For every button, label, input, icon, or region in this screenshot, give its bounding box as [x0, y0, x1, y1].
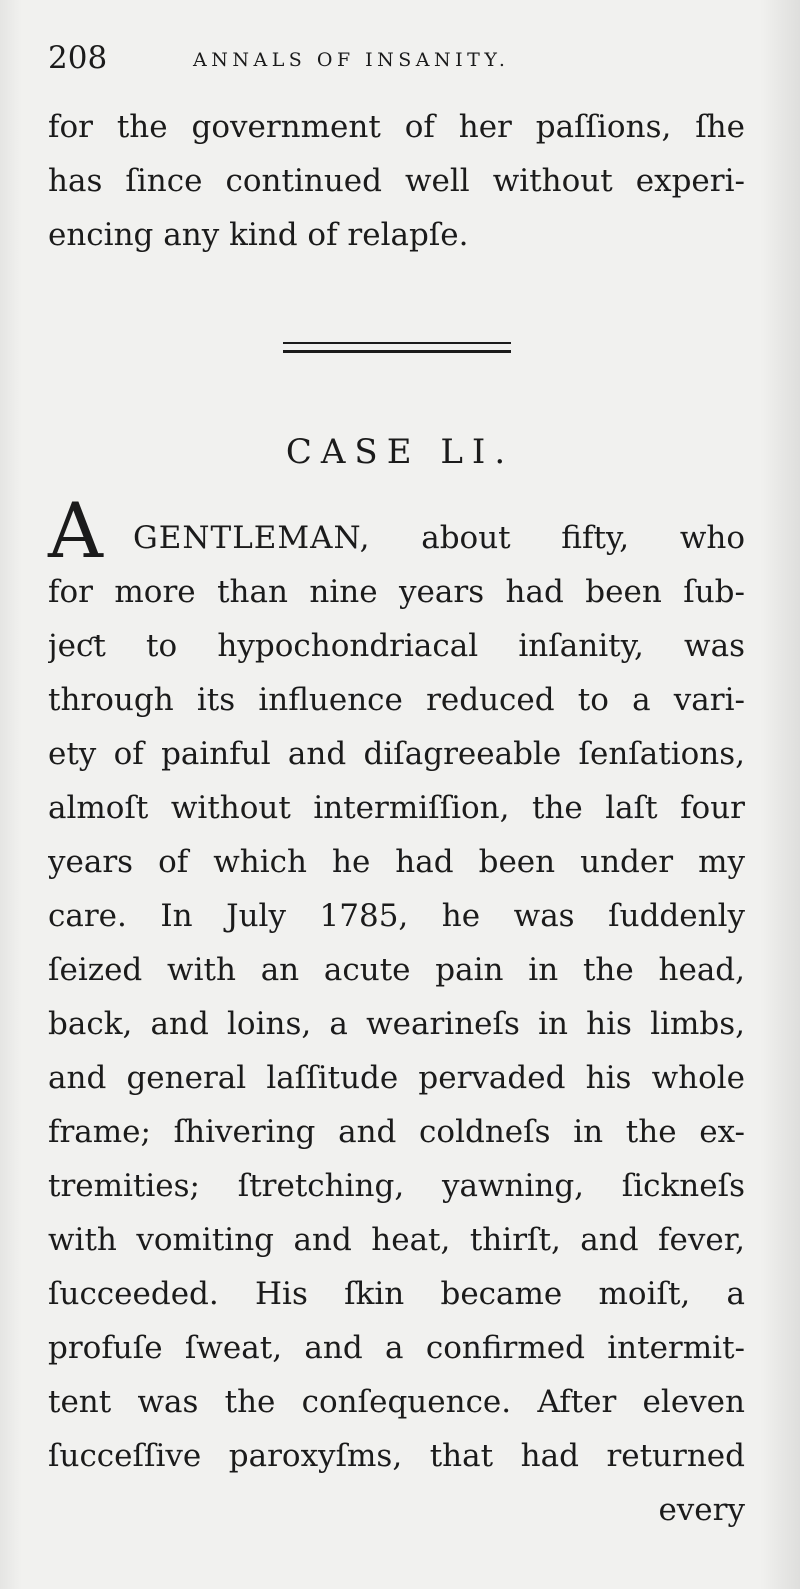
- running-title: ANNALS OF INSANITY.: [193, 49, 510, 71]
- text-line: ſeized with an acute pain in the head,: [48, 952, 745, 988]
- case-heading: CASE LI.: [285, 432, 515, 472]
- text-line: ſucceſſive paroxyſms, that had returned: [48, 1438, 745, 1474]
- previous-case-ending: [48, 100, 745, 262]
- text-line: for more than nine years had been ſub-: [48, 574, 745, 610]
- first-line-rest: about fifty, who: [421, 520, 745, 556]
- text-line: jeƈt to hypochondriacal inſanity, was: [48, 628, 745, 664]
- text-line: tent was the conſequence. After eleven: [48, 1384, 745, 1420]
- catchword: every: [658, 1492, 745, 1528]
- text-line: ety of painful and diſagreeable ſenſations,: [48, 736, 745, 772]
- text-line: profuſe ſweat, and a confirmed intermit-: [48, 1330, 745, 1366]
- page-number: 208: [48, 40, 108, 76]
- text-line: almoſt without intermiſſion, the laſt four: [48, 790, 745, 826]
- text-line: tremities; ſtretching, yawning, ſickneſs: [48, 1168, 745, 1204]
- text-line: years of which he had been under my: [48, 844, 745, 880]
- text-line: through its influence reduced to a vari-: [48, 682, 745, 718]
- case-body: [48, 565, 745, 1537]
- text-line: with vomiting and heat, thirſt, and fever,: [48, 1222, 745, 1258]
- section-divider-rule: [283, 342, 511, 353]
- first-word-caps: GENTLEMAN,: [133, 520, 371, 556]
- drop-cap-initial: A: [48, 486, 103, 575]
- text-line: encing any kind of relapſe.: [48, 217, 469, 253]
- running-head: [48, 40, 748, 84]
- case-first-line: [133, 511, 745, 565]
- text-line: frame; ſhivering and coldneſs in the ex-: [48, 1114, 745, 1150]
- text-line: has ſince continued well without experi-: [48, 163, 745, 199]
- text-line: and general laſſitude pervaded his whole: [48, 1060, 745, 1096]
- text-line: care. In July 1785, he was ſuddenly: [48, 898, 745, 934]
- text-line: back, and loins, a wearineſs in his limbs,: [48, 1006, 745, 1042]
- text-line: ſucceeded. His ſkin became moiſt, a: [48, 1276, 745, 1312]
- text-line: for the government of her paſſions, ſhe: [48, 109, 745, 145]
